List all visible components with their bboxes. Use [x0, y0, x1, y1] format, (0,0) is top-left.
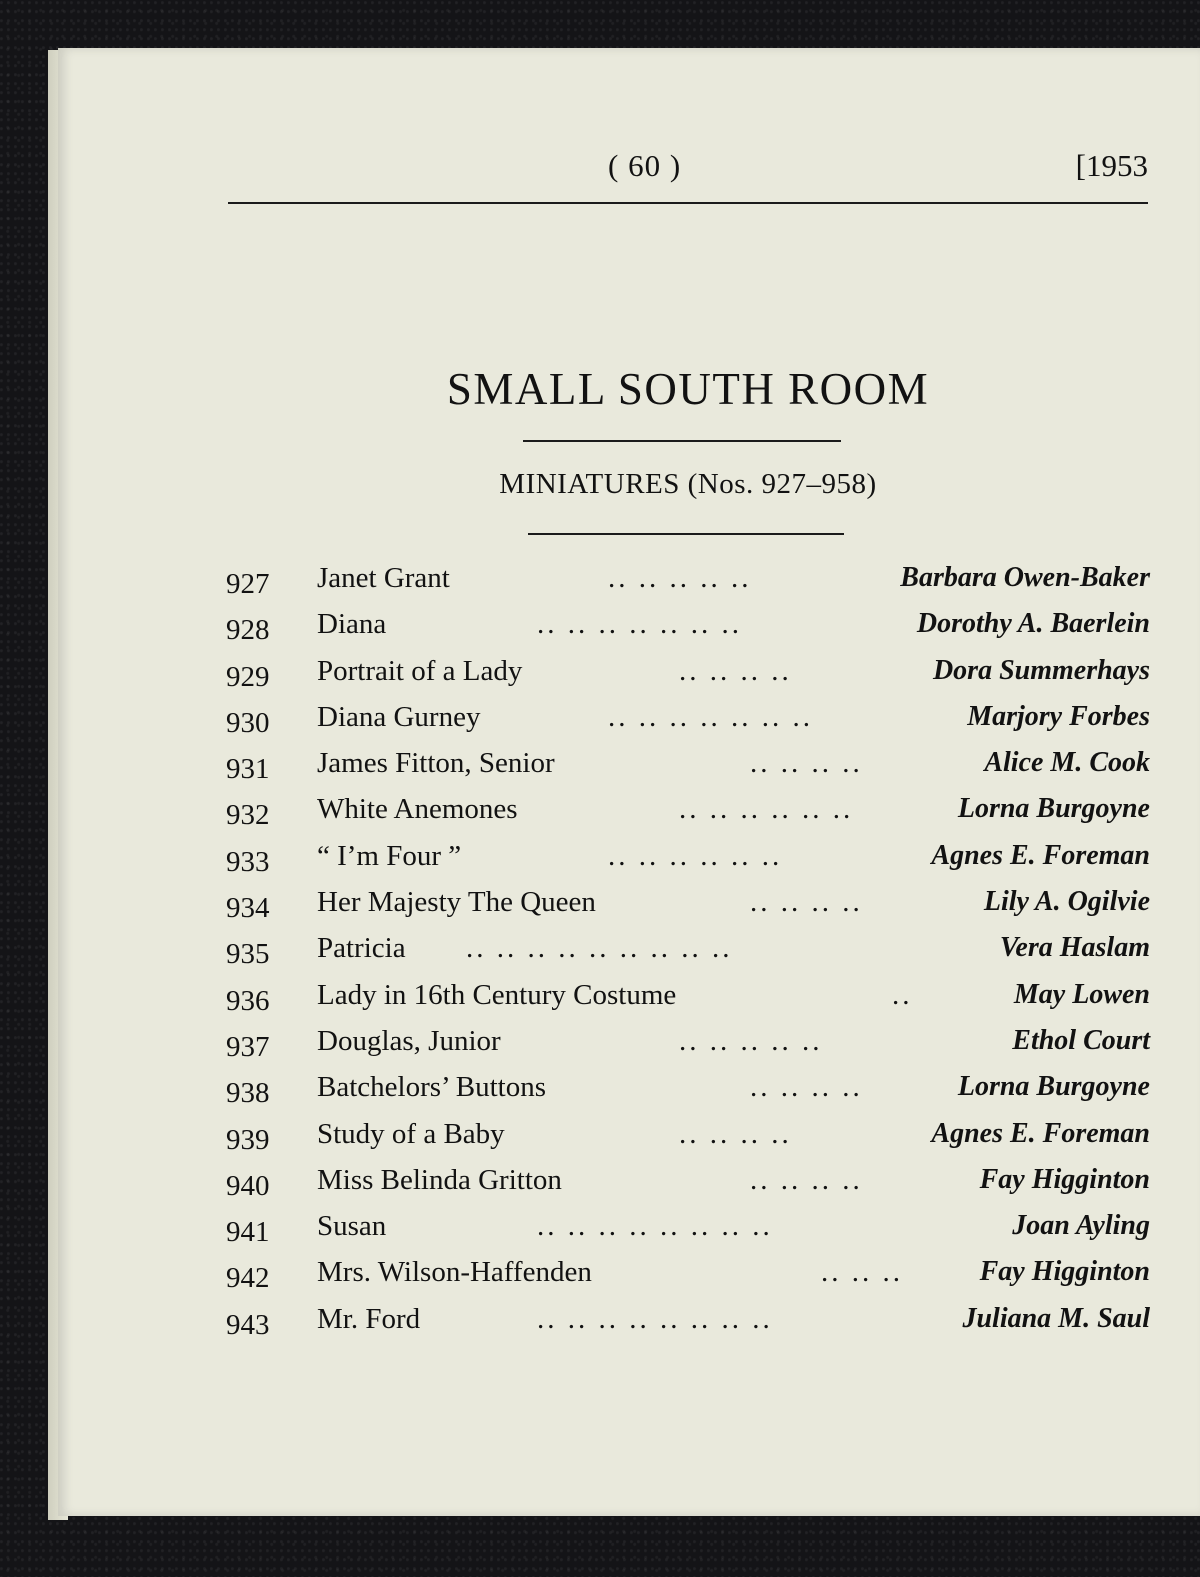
dot-leader: .. .. .. ..	[750, 1071, 863, 1104]
entry-artist: Marjory Forbes	[967, 700, 1150, 732]
entry-title: Batchelors’ Buttons	[317, 1071, 547, 1104]
entry-title: Portrait of a Lady	[317, 654, 523, 687]
catalogue-entry	[226, 694, 1150, 740]
entry-number: 936	[226, 984, 270, 1017]
entry-number: 928	[226, 614, 270, 647]
entry-number: 931	[226, 753, 270, 786]
dot-leader: .. .. .. .. .. .. ..	[537, 608, 742, 641]
entry-artist: Lily A. Ogilvie	[983, 886, 1150, 918]
entry-artist: Juliana M. Saul	[962, 1302, 1150, 1334]
catalogue-entry	[226, 925, 1150, 971]
catalogue-page	[58, 48, 1200, 1516]
entry-title: White Anemones	[317, 793, 518, 826]
entry-title: Study of a Baby	[317, 1117, 505, 1150]
entry-artist: May Lowen	[1013, 978, 1150, 1010]
section-rule	[528, 533, 844, 535]
dot-leader: .. .. .. ..	[750, 1163, 863, 1196]
dot-leader: .. .. .. ..	[750, 886, 863, 919]
dot-leader: .. .. .. .. .. ..	[608, 839, 783, 872]
entry-title: James Fitton, Senior	[317, 747, 555, 780]
running-head	[228, 148, 1148, 188]
catalogue-entry	[226, 1203, 1150, 1249]
room-title: SMALL SOUTH ROOM	[446, 364, 930, 414]
entry-number: 937	[226, 1030, 270, 1063]
entry-title: Patricia	[317, 932, 406, 965]
header-rule	[228, 202, 1148, 204]
catalogue-entry	[226, 833, 1150, 879]
entry-number: 933	[226, 845, 270, 878]
entry-number: 939	[226, 1123, 270, 1156]
dot-leader: .. .. .. .. .. .. .. ..	[537, 1302, 773, 1335]
entry-title: Douglas, Junior	[317, 1024, 501, 1057]
entry-title: Miss Belinda Gritton	[317, 1163, 562, 1196]
entry-artist: Barbara Owen-Baker	[900, 562, 1150, 593]
section-heading: MINIATURES (Nos. 927–958)	[499, 468, 877, 500]
entry-artist: Alice M. Cook	[984, 747, 1150, 779]
entry-number: 932	[226, 799, 270, 832]
dot-leader: .. .. ..	[821, 1256, 903, 1289]
entry-number: 929	[226, 660, 270, 693]
catalogue-entry	[226, 601, 1150, 647]
entry-number: 927	[226, 568, 270, 600]
catalogue-entry	[226, 648, 1150, 694]
entry-title: Diana	[317, 608, 387, 641]
catalogue-list	[226, 555, 1150, 1342]
entry-number: 942	[226, 1262, 270, 1295]
entry-number: 930	[226, 706, 270, 739]
catalogue-entry	[226, 879, 1150, 925]
catalogue-entry	[226, 1111, 1150, 1157]
entry-number: 938	[226, 1077, 270, 1110]
dot-leader: .. .. .. .. ..	[679, 1024, 823, 1057]
entry-artist: Lorna Burgoyne	[957, 793, 1150, 825]
catalogue-entry	[226, 972, 1150, 1018]
entry-number: 940	[226, 1169, 270, 1202]
entry-artist: Joan Ayling	[1012, 1210, 1150, 1242]
catalogue-entry	[226, 1249, 1150, 1295]
entry-artist: Agnes E. Foreman	[931, 1117, 1150, 1149]
entry-title: Susan	[317, 1210, 387, 1243]
entry-number: 943	[226, 1308, 270, 1341]
entry-artist: Agnes E. Foreman	[931, 839, 1150, 871]
entry-title: Diana Gurney	[317, 700, 481, 733]
entry-artist: Fay Higginton	[979, 1163, 1150, 1195]
entry-title: Mrs. Wilson-Haffenden	[317, 1256, 592, 1289]
dot-leader: .. .. .. .. .. .. ..	[608, 700, 813, 733]
dot-leader: .. .. .. ..	[679, 1117, 792, 1150]
catalogue-entry	[226, 555, 1150, 601]
entry-artist: Vera Haslam	[999, 932, 1150, 964]
catalogue-entry	[226, 1064, 1150, 1110]
dot-leader: .. .. .. .. ..	[608, 562, 752, 594]
catalogue-entry	[226, 786, 1150, 832]
entry-number: 941	[226, 1216, 270, 1249]
catalogue-entry	[226, 1018, 1150, 1064]
entry-artist: Dorothy A. Baerlein	[916, 608, 1150, 640]
dot-leader: .. .. .. ..	[750, 747, 863, 780]
catalogue-entry	[226, 1296, 1150, 1342]
catalogue-entry	[226, 1157, 1150, 1203]
entry-artist: Fay Higginton	[979, 1256, 1150, 1288]
dot-leader: .. .. .. ..	[679, 654, 792, 687]
entry-title: Lady in 16th Century Costume	[317, 978, 677, 1011]
catalogue-entry	[226, 740, 1150, 786]
entry-title: “ I’m Four ”	[317, 839, 462, 872]
entry-artist: Lorna Burgoyne	[957, 1071, 1150, 1103]
dot-leader: ..	[892, 978, 913, 1011]
entry-title: Mr. Ford	[317, 1302, 421, 1335]
entry-artist: Dora Summerhays	[932, 654, 1150, 686]
entry-number: 935	[226, 938, 270, 971]
entry-number: 934	[226, 892, 270, 925]
dot-leader: .. .. .. .. .. ..	[679, 793, 854, 826]
year-marker: [1953	[1075, 148, 1148, 183]
entry-artist: Ethol Court	[1012, 1024, 1150, 1056]
dot-leader: .. .. .. .. .. .. .. .. ..	[466, 932, 733, 965]
entry-title: Janet Grant	[317, 562, 450, 594]
entry-title: Her Majesty The Queen	[317, 886, 596, 919]
page-number: ( 60 )	[608, 148, 682, 183]
title-rule	[523, 440, 841, 442]
dot-leader: .. .. .. .. .. .. .. ..	[537, 1210, 773, 1243]
